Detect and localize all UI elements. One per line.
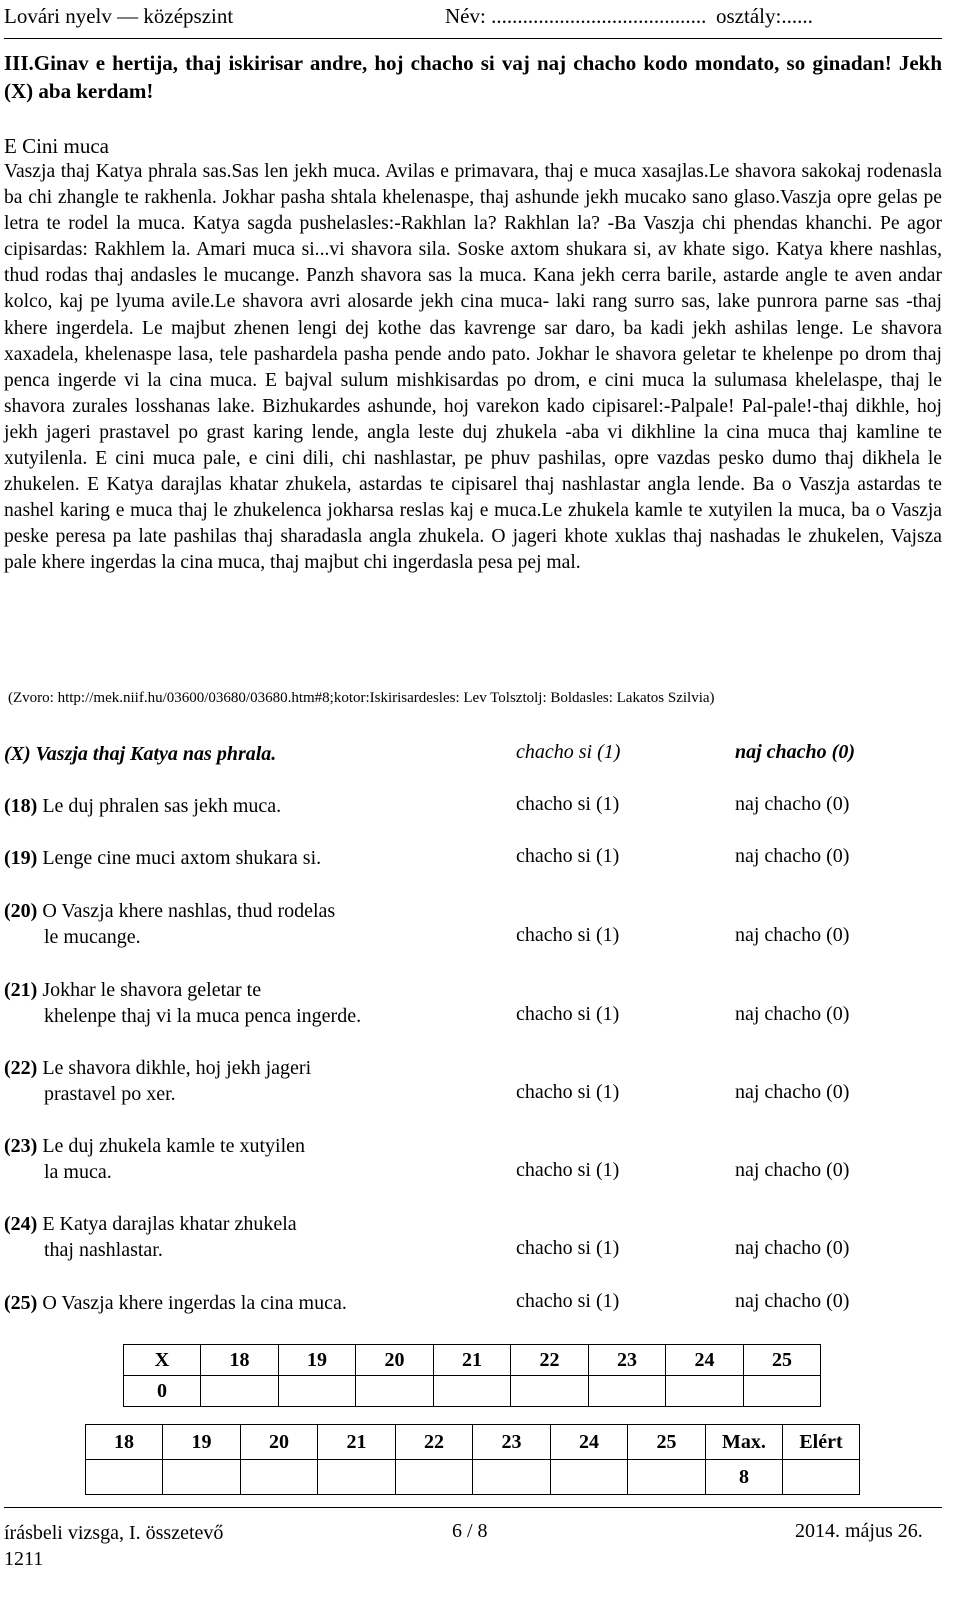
footer-code: 1211: [4, 1548, 44, 1570]
answer-header-cell: 22: [511, 1345, 589, 1376]
answer-header-cell: 23: [589, 1345, 666, 1376]
story-source: (Zvoro: http://mek.niif.hu/03600/03680/03680.htm#8;kotor:Iskirisardesles: Lev Tolsztolj: Boldasles: Lakatos Szilvia): [8, 690, 715, 706]
question-24: (24) E Katya darajlas khatar zhukela thaj nashlastar.: [4, 1213, 297, 1261]
score-header-cell: 25: [628, 1425, 706, 1460]
answer-cell-19[interactable]: [279, 1376, 356, 1407]
answer-table-header-row: [124, 1345, 821, 1376]
option-true-example: chacho si (1): [516, 741, 621, 763]
option-false-25[interactable]: naj chacho (0): [735, 1290, 850, 1312]
header-class-field: osztály:......: [716, 4, 813, 28]
option-false-24[interactable]: naj chacho (0): [735, 1237, 850, 1259]
option-true-21[interactable]: chacho si (1): [516, 1003, 620, 1025]
score-header-cell: 19: [163, 1425, 241, 1460]
answer-header-cell: 19: [279, 1345, 356, 1376]
option-false-21[interactable]: naj chacho (0): [735, 1003, 850, 1025]
footer-left: [4, 1520, 223, 1572]
option-false-23[interactable]: naj chacho (0): [735, 1159, 850, 1181]
task-instruction: III.Ginav e hertija, thaj iskirisar andre, hoj chacho si vaj naj chacho kodo mondato, so ginadan! Jekh (X) aba kerdam!: [4, 51, 942, 103]
answer-header-cell: 20: [356, 1345, 434, 1376]
option-false-20[interactable]: naj chacho (0): [735, 924, 850, 946]
answer-cell-22[interactable]: [511, 1376, 589, 1407]
question-23: (23) Le duj zhukela kamle te xutyilen la muca.: [4, 1135, 306, 1183]
answer-header-cell: 18: [201, 1345, 279, 1376]
score-cell-25[interactable]: [628, 1460, 706, 1495]
header-subject: Lovári nyelv — középszint: [4, 4, 234, 28]
option-false-22[interactable]: naj chacho (0): [735, 1081, 850, 1103]
score-table-value-row: [86, 1460, 860, 1495]
option-true-20[interactable]: chacho si (1): [516, 924, 620, 946]
score-cell-22[interactable]: [396, 1460, 473, 1495]
footer-divider: [4, 1507, 942, 1508]
score-cell-achieved[interactable]: [783, 1460, 860, 1495]
story-text: Vaszja thaj Katya phrala sas.Sas len jekh muca. Avilas e primavara, thaj e muca xasajlas.Le shavora sakokaj rodenasla ba chi zhangle te rakhenla. Jokhar pasha shtala khelenaspe, thaj ashunde jekh mucako sano glaso.Vaszja opre gelas pe letra te rodel la muca. Katya sagda pushelasles:-Rakhlan la? Rakhlan la? -Ba Vaszja chi phendas khanchi. Pe agor cipisardas: Rakhlem la. Amari muca si...vi shavora sila. Soske axtom shukara si, av khate sigo. Katya khere nashlas, thud rodas thaj andasles le mucange. Panzh shavora sas la muca. Kana jekh cerra barile, astarde angle te aven andar kolco, kaj pe lyuma avile.Le shavora avri alosarde jekh cina muca- laki rang surro sas, lake punrora parne sas -thaj khere ingerdela. Le majbut zhenen lengi dej kothe das kavrenge sar daro, ba kadi jekh ashilas lenge. Le shavora xaxadela, khelenaspe lasa, tele pashardela pasha pende ando pato. Jokhar le shavora geletar te khelenpe po drom thaj penca ingerde vi la cina muca. E bajval sulum mishkisardas po drom, e cini muca la sulumasa khelelaspe, thaj le shavora zurales losshanas lake. Bizhukardes ashunde, hoj varekon kado cipisarel:-Palpale! Pal-pale!-thaj dikhle, hoj jekh jageri prastavel po grast karing lende, angla leste duj zhukela -aba vi dikhline la cina muca thaj kamline te xutyilenla. E cini muca pale, e cini dili, chi nashlastar, pe phuv pashilas, opre vazdas pesko dumo thaj dikhela le zhukelen. E Katya darajlas khatar zhukela, astardas te cipisarel thaj nashlastar angla lende. Ba o Vaszja astardas te nashel karing e muca thaj le zhukelenca jokharsa reslas kaj e muca.Le zhukela kamle te xutyilen la muca, ba o Vaszja peske peresa pa late pashilas thaj sharadasla angla zhukela. O jageri khote xuklas thaj nashadas le zhukelen, Vajsza pale khere ingerdas la cina muca, thaj majbut chi ingerdasla pesa pej mal.: [4, 161, 942, 574]
score-cell-20[interactable]: [241, 1460, 318, 1495]
option-false-18[interactable]: naj chacho (0): [735, 793, 850, 815]
score-table-header-row: [86, 1425, 860, 1460]
answer-table: [123, 1344, 821, 1407]
score-header-cell: 22: [396, 1425, 473, 1460]
answer-table-value-row: [124, 1376, 821, 1407]
answer-header-cell: 25: [744, 1345, 821, 1376]
story-title: E Cini muca: [4, 134, 109, 158]
score-header-cell: 24: [551, 1425, 628, 1460]
header-divider: [4, 38, 942, 39]
page-header: [4, 2, 942, 36]
score-cell-18[interactable]: [86, 1460, 163, 1495]
answer-header-cell: 24: [666, 1345, 744, 1376]
answer-header-cell: X: [124, 1345, 201, 1376]
score-cell-19[interactable]: [163, 1460, 241, 1495]
option-true-19[interactable]: chacho si (1): [516, 845, 620, 867]
score-cell-21[interactable]: [318, 1460, 396, 1495]
score-cell-24[interactable]: [551, 1460, 628, 1495]
answer-cell-23[interactable]: [589, 1376, 666, 1407]
score-table: [85, 1424, 860, 1495]
question-19: (19) Lenge cine muci axtom shukara si.: [4, 847, 322, 869]
option-true-23[interactable]: chacho si (1): [516, 1159, 620, 1181]
header-name-field: Név: .........................................: [445, 4, 707, 28]
score-cell-23[interactable]: [473, 1460, 551, 1495]
answer-header-cell: 21: [434, 1345, 511, 1376]
option-false-19[interactable]: naj chacho (0): [735, 845, 850, 867]
answer-cell-example: 0: [124, 1376, 201, 1407]
score-cell-max: 8: [706, 1460, 783, 1495]
answer-cell-18[interactable]: [201, 1376, 279, 1407]
score-header-cell: 20: [241, 1425, 318, 1460]
footer-date: 2014. május 26.: [795, 1520, 923, 1542]
question-20: (20) O Vaszja khere nashlas, thud rodelas le mucange.: [4, 900, 336, 948]
answer-cell-21[interactable]: [434, 1376, 511, 1407]
score-header-cell: 21: [318, 1425, 396, 1460]
answer-cell-25[interactable]: [744, 1376, 821, 1407]
score-header-cell: 18: [86, 1425, 163, 1460]
option-true-25[interactable]: chacho si (1): [516, 1290, 620, 1312]
score-header-cell: 23: [473, 1425, 551, 1460]
question-example: (X) Vaszja thaj Katya nas phrala.: [4, 743, 277, 765]
answer-cell-20[interactable]: [356, 1376, 434, 1407]
option-true-24[interactable]: chacho si (1): [516, 1237, 620, 1259]
answer-cell-24[interactable]: [666, 1376, 744, 1407]
footer-page-number: 6 / 8: [452, 1520, 488, 1542]
question-25: (25) O Vaszja khere ingerdas la cina muca.: [4, 1292, 347, 1314]
option-true-22[interactable]: chacho si (1): [516, 1081, 620, 1103]
question-21: (21) Jokhar le shavora geletar te khelenpe thaj vi la muca penca ingerde.: [4, 979, 362, 1027]
score-header-achieved: Elért: [783, 1425, 860, 1460]
option-false-example: naj chacho (0): [735, 741, 855, 763]
score-header-max: Max.: [706, 1425, 783, 1460]
question-18: (18) Le duj phralen sas jekh muca.: [4, 795, 282, 817]
question-22: (22) Le shavora dikhle, hoj jekh jageri prastavel po xer.: [4, 1057, 312, 1105]
option-true-18[interactable]: chacho si (1): [516, 793, 620, 815]
footer-exam-label: írásbeli vizsga, I. összetevő: [4, 1522, 224, 1544]
